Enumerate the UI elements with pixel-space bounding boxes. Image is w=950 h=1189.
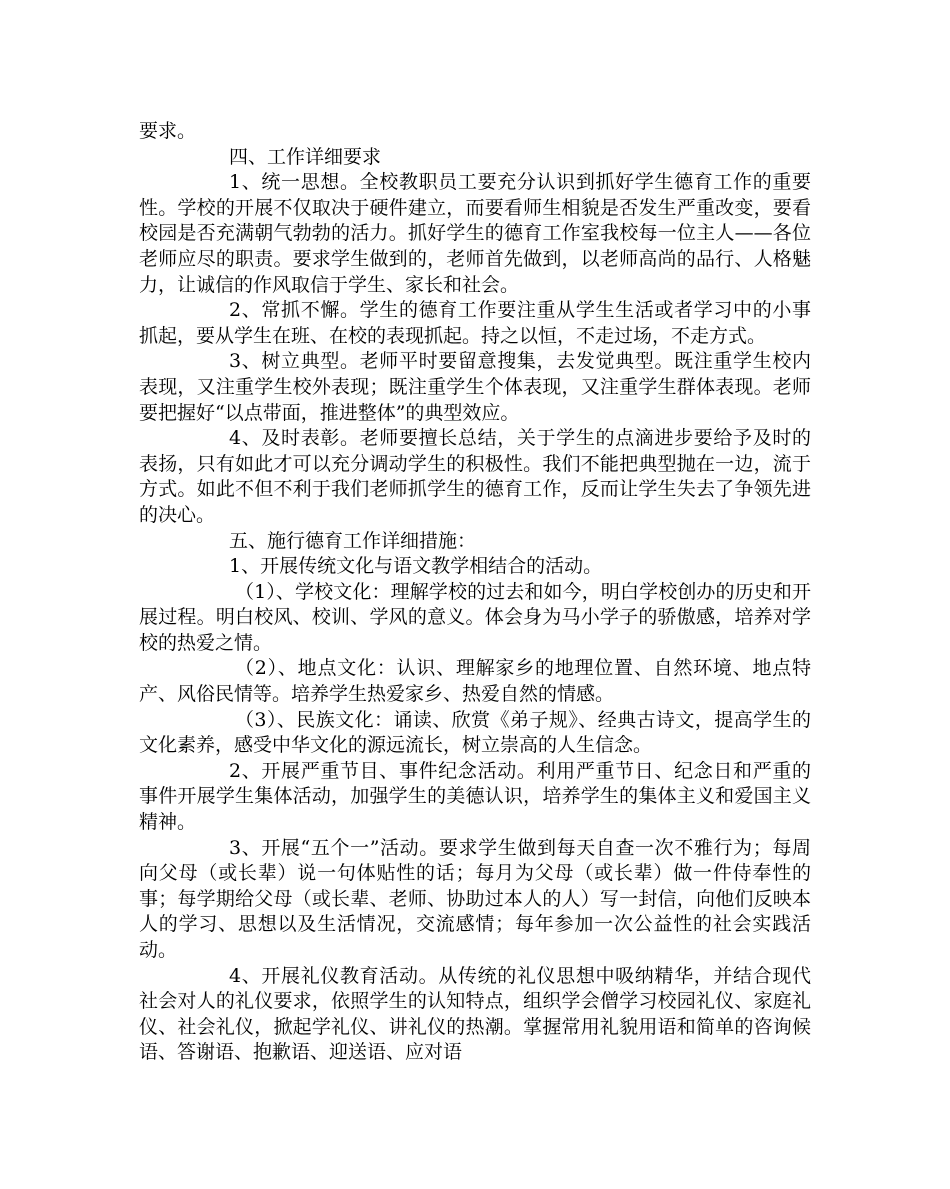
section-heading-four: 四、工作详细要求 [229,145,382,168]
document-body [139,119,811,1066]
paragraph-traditional-culture: 1、开展传统文化与语文教学相结合的活动。 [229,555,603,578]
paragraph-national-culture: （3）、民族文化：诵读、欣赏《弟子规》、经典古诗文，提高学生的文化素养，感受中华文化的源远流长，树立崇高的人生信念。 [139,708,811,757]
paragraph-etiquette-education: 4、开展礼仪教育活动。从传统的礼仪思想中吸纳精华，并结合现代社会对人的礼仪要求，依照学生的认知特点，组织学会僧学习校园礼仪、家庭礼仪、社会礼仪，掀起学礼仪、讲礼仪的热潮。掌握常用礼貌用语和简单的咨询候语、答谢语、抱歉语、迎送语、应对语 [139,964,811,1064]
paragraph-local-culture: （2）、地点文化：认识、理解家乡的地理位置、自然环境、地点特产、风俗民情等。培养学生热爱家乡、热爱自然的情感。 [139,657,811,706]
paragraph-set-examples: 3、树立典型。老师平时要留意搜集，去发觉典型。既注重学生校内表现，又注重学生校外表现；既注重学生个体表现，又注重学生群体表现。老师要把握好“以点带面，推进整体”的典型效应。 [139,350,811,424]
paragraph-school-culture: （1）、学校文化：理解学校的过去和如今，明白学校创办的历史和开展过程。明白校风、校训、学风的意义。体会身为马小学子的骄傲感，培养对学校的热爱之情。 [139,580,811,654]
paragraph-unify-thinking: 1、统一思想。全校教职员工要充分认识到抓好学生德育工作的重要性。学校的开展不仅取决于硬件建立，而要看师生相貌是否发生严重改变，要看校园是否充满朝气勃勃的活力。抓好学生的德育工作室我校每一位主人——各位老师应尽的职责。要求学生做到的，老师首先做到，以老师高尚的品行、人格魅力，让诚信的作风取信于学生、家长和社会。 [139,171,811,296]
paragraph-continuation: 要求。 [139,120,197,142]
paragraph-festival-activities: 2、开展严重节目、事件纪念活动。利用严重节日、纪念日和严重的事件开展学生集体活动，加强学生的美德认识，培养学生的集体主义和爱国主义精神。 [139,759,811,834]
paragraph-five-ones-activity: 3、开展“五个一”活动。要求学生做到每天自查一次不雅行为；每周向父母（或长辈）说一句体贴性的话；每月为父母（或长辈）做一件侍奉性的事；每学期给父母（或长辈、老师、协助过本人的人）写一封信，向他们反映本人的学习、思想以及生活情况，交流感情；每年参加一次公益性的社会实践活动。 [139,836,811,961]
section-heading-five: 五、施行德育工作详细措施： [229,529,477,552]
paragraph-timely-praise: 4、及时表彰。老师要擅长总结，关于学生的点滴进步要给予及时的表扬，只有如此才可以充分调动学生的积极性。我们不能把典型抛在一边，流于方式。如此不但不利于我们老师抓学生的德育工作，反而让学生失去了争领先进的决心。 [139,427,811,526]
paragraph-persistent-effort: 2、常抓不懈。学生的德育工作要注重从学生生活或者学习中的小事抓起，要从学生在班、在校的表现抓起。持之以恒，不走过场，不走方式。 [139,299,811,347]
